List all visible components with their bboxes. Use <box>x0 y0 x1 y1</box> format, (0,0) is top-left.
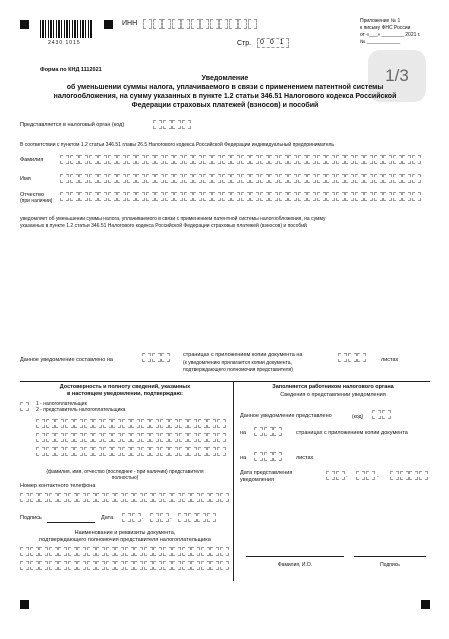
appendix-line-2: к письму ФНС России <box>360 25 411 31</box>
title-line-3: налогообложения, на сумму указанных в пункте 1.2 статьи 346.51 Налогового кодекса Российской <box>53 93 397 100</box>
pages-note-1: (к уведомлению прилагается копии документа, <box>183 360 292 366</box>
page-label: Стр. <box>237 40 252 47</box>
office-sheets-cells[interactable] <box>254 452 283 461</box>
phone-cells[interactable] <box>20 493 229 502</box>
submission-date-label-2: уведомления <box>240 477 274 483</box>
office-fio-line[interactable] <box>246 556 344 557</box>
inn-label: ИНН <box>122 20 138 27</box>
notice-line-1: уведомляет об уменьшении суммы налога, уплачиваемого в связи с применением патентной системы налогообложения, на сумму <box>20 216 326 222</box>
phone-label: Номер контактного телефона <box>20 483 96 489</box>
on-label-1: на <box>240 430 247 436</box>
composed-pages-cells[interactable] <box>142 353 171 362</box>
date-year-cells[interactable] <box>178 513 216 522</box>
document-cells-1[interactable] <box>20 547 229 556</box>
composed-label: Данное уведомление составлено на <box>20 357 113 363</box>
surname-cells[interactable] <box>60 155 421 164</box>
patronymic-label: Отчество <box>20 192 44 198</box>
sheets-label: листах <box>381 357 399 363</box>
submission-date-label-1: Дата представления <box>240 470 293 476</box>
appendix-line-3: от «___» ________ 2021 г. <box>360 32 421 38</box>
submission-month-cells[interactable] <box>356 471 375 480</box>
submission-year-cells[interactable] <box>390 471 428 480</box>
confirm-heading-1: Достоверность и полноту сведений, указанных <box>59 384 191 390</box>
pages-note-2: подтверждающего полномочия представителя) <box>183 367 293 373</box>
office-pages-label: страницах с приложением копии документа <box>296 430 408 436</box>
signature-label: Подпись <box>20 515 42 521</box>
on-label-2: на <box>240 455 247 461</box>
surname-label: Фамилия <box>20 157 44 163</box>
date-month-cells[interactable] <box>150 513 169 522</box>
title-line-4: Федерации страховых платежей (взносов) и пособий <box>131 102 319 109</box>
representative-fio-cells-3[interactable] <box>36 447 226 456</box>
fio-note-2: полностью) <box>111 475 139 481</box>
barcode-number: 2430 1015 <box>48 40 81 46</box>
composed-sheets-cells[interactable] <box>338 353 367 362</box>
office-subheading: Сведения о представлении уведомления <box>280 392 386 398</box>
office-signature-caption: Подпись <box>380 562 400 568</box>
office-signature-line[interactable] <box>354 556 426 557</box>
document-cells-2[interactable] <box>20 561 229 570</box>
column-divider <box>233 381 234 581</box>
notice-line-2: указанных в пункте 1.2 статьи 346.51 Налогового кодекса Российской Федерации страховых платежей (взносов) и пособий <box>20 223 307 229</box>
barcode <box>40 20 92 38</box>
inn-cells[interactable] <box>143 19 257 29</box>
option-taxpayer: 1 - налогоплательщик <box>36 401 87 407</box>
form-code: Форма по КНД 1112021 <box>40 67 102 73</box>
title-line-1: Уведомление <box>201 75 249 82</box>
corner-marker-top-left <box>20 20 29 29</box>
corner-marker-bottom-left <box>20 600 29 609</box>
confirm-heading-2: в настоящем уведомлении, подтверждаю: <box>66 391 183 397</box>
representative-fio-cells-2[interactable] <box>36 433 226 442</box>
doc-heading-2: подтверждающего полномочия представителя налогоплательщика <box>39 537 211 543</box>
date-label: Дата <box>101 515 114 521</box>
name-label: Имя <box>20 176 31 182</box>
confirmer-type-cell[interactable] <box>20 402 30 411</box>
representative-fio-cells-1[interactable] <box>36 419 226 428</box>
date-dot-2: . <box>170 515 172 521</box>
code-note: (код) <box>352 414 364 420</box>
name-cells[interactable] <box>60 174 421 183</box>
corner-marker-bottom-right <box>421 600 430 609</box>
submission-dot-1: . <box>346 473 348 479</box>
fio-note-1: (фамилия, имя, отчество (последнее - при наличии) представителя <box>46 469 204 475</box>
appendix-line-1: Приложение № 1 <box>360 18 401 24</box>
patronymic-cells[interactable] <box>60 192 421 201</box>
patronymic-note: (при наличии) <box>20 198 53 204</box>
page-value: 0 0 1 <box>257 38 289 48</box>
intro-text: В соответствии с пунктом 1.2 статьи 346.51 главы 26.5 Налогового кодекса Российской Федерации индивидуальный предприниматель <box>20 142 335 148</box>
office-heading: Заполняется работником налогового органа <box>272 384 394 390</box>
pages-with-copies-label: страницах с приложением копии документа на <box>183 352 303 358</box>
office-sheets-label: листах <box>296 455 314 461</box>
submission-dot-2: . <box>377 473 379 479</box>
submitted-code-cells[interactable] <box>372 410 391 419</box>
office-fio-caption: Фамилия, И.О. <box>277 562 313 568</box>
doc-heading-1: Наименование и реквизиты документа, <box>74 530 176 536</box>
section-divider <box>20 381 430 382</box>
tax-authority-label: Представляется в налоговый орган (код) <box>20 122 125 128</box>
corner-marker-top-mid <box>104 20 113 29</box>
title-line-2: об уменьшении суммы налога, уплачиваемого в связи с применением патентной системы <box>66 84 384 91</box>
submitted-label: Данное уведомление представлено <box>240 413 332 419</box>
office-pages-cells[interactable] <box>254 427 283 436</box>
appendix-line-4: № ____________ <box>360 39 401 45</box>
signature-line[interactable] <box>47 522 95 523</box>
option-representative: 2 - представитель налогоплательщика <box>36 407 126 413</box>
date-day-cells[interactable] <box>122 513 141 522</box>
submission-day-cells[interactable] <box>326 471 345 480</box>
date-dot-1: . <box>142 515 144 521</box>
tax-authority-code-cells[interactable] <box>153 120 191 129</box>
page-indicator: 1/3 <box>368 50 426 102</box>
